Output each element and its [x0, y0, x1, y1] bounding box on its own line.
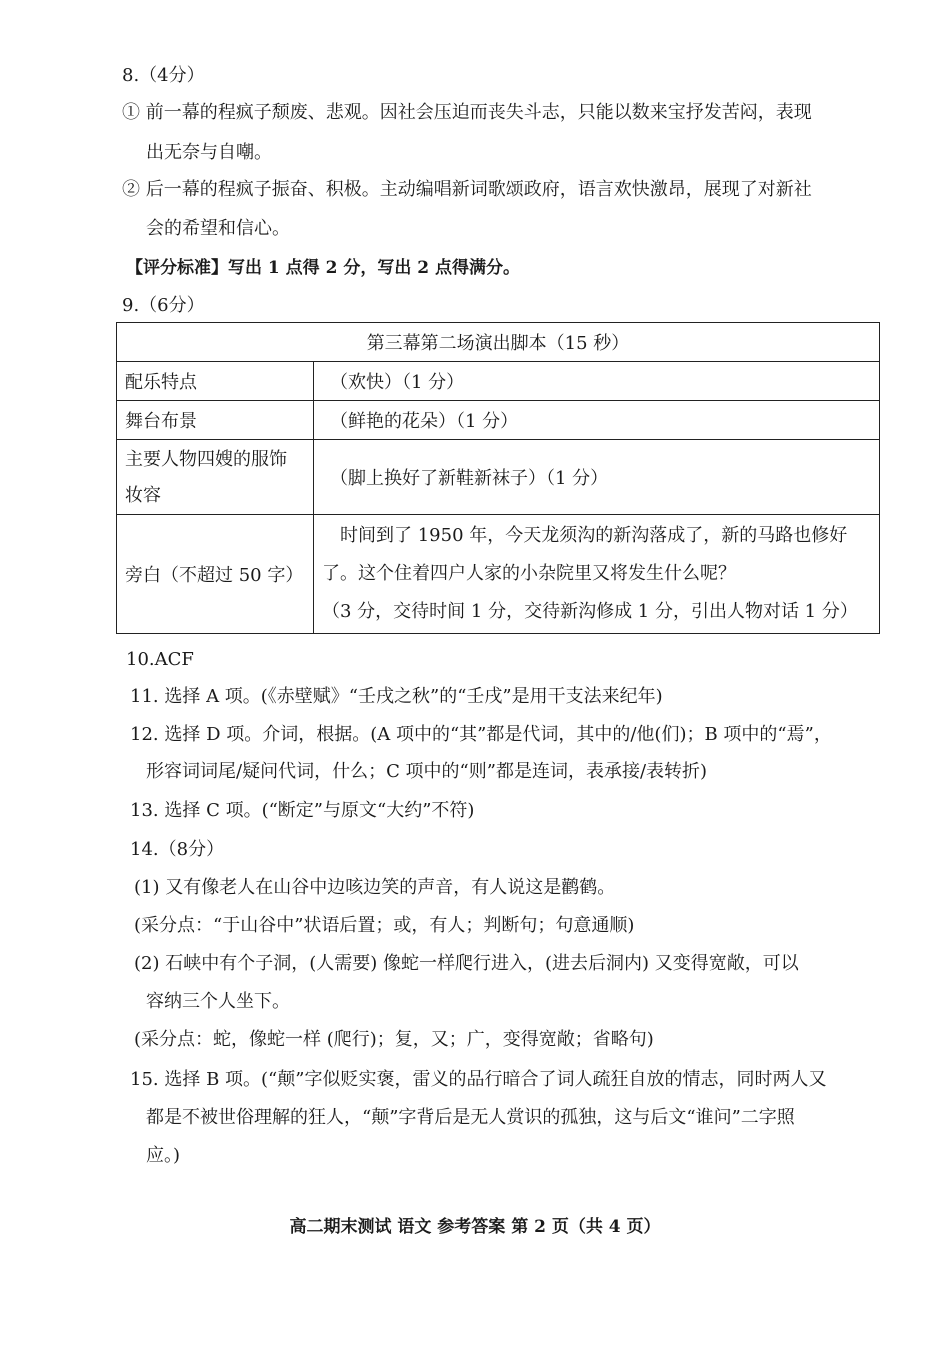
table-title: 第三幕第二场演出脚本（15 秒） — [117, 323, 880, 362]
q8-answer-2-line1: ② 后一幕的程疯子振奋、积极。主动编唱新词歌颂政府，语言欢快激昂，展现了对新社 — [122, 179, 812, 200]
q8-answer-2-line2: 会的希望和信心。 — [146, 218, 290, 239]
row-label-line2: 妆容 — [125, 485, 161, 506]
row-value — [314, 515, 880, 634]
q13-answer: 13. 选择 C 项。(“断定”与原文“大约”不符) — [130, 800, 475, 821]
row-value: （脚上换好了新鞋新袜子）（1 分） — [314, 440, 880, 515]
q8-answer-1-line2: 出无奈与自嘲。 — [146, 142, 272, 163]
row-value: （鲜艳的花朵）（1 分） — [314, 401, 880, 440]
narration-line1: 时间到了 1950 年，今天龙须沟的新沟落成了，新的马路也修好 — [340, 525, 848, 546]
row-label-line1: 主要人物四嫂的服饰 — [125, 449, 287, 470]
q12-answer-line2: 形容词词尾/疑问代词，什么；C 项中的“则”都是连词，表承接/表转折) — [146, 761, 708, 782]
q15-answer-line3: 应。) — [146, 1145, 181, 1166]
table-row — [117, 440, 880, 515]
q8-answer-1-line1: ① 前一幕的程疯子颓废、悲观。因社会压迫而丧失斗志，只能以数来宝抒发苦闷，表现 — [122, 102, 812, 123]
table-row — [117, 362, 880, 401]
q12-answer-line1: 12. 选择 D 项。介词，根据。(A 项中的“其”都是代词，其中的/他(们)；B 项中的“焉”， — [130, 724, 832, 745]
q9-script-table — [116, 322, 880, 634]
q14-answer-2-line1: (2) 石峡中有个子洞，(人需要) 像蛇一样爬行进入，(进去后洞内) 又变得宽敞，可以 — [134, 953, 799, 974]
table-row — [117, 515, 880, 634]
q9-heading: 9.（6分） — [122, 295, 205, 316]
q15-answer-line1: 15. 选择 B 项。(“颠”字似贬实褒，雷义的品行暗合了词人疏狂自放的情志，同时两人又 — [130, 1069, 827, 1090]
row-label: 旁白（不超过 50 字） — [117, 515, 314, 634]
q14-answer-1-points: (采分点：“于山谷中”状语后置；或，有人；判断句；句意通顺) — [134, 915, 635, 936]
q8-heading: 8.（4分） — [122, 65, 205, 86]
narration-line3: （3 分，交待时间 1 分，交待新沟修成 1 分，引出人物对话 1 分） — [322, 601, 858, 622]
row-label: 配乐特点 — [117, 362, 314, 401]
q14-answer-2-points: (采分点：蛇，像蛇一样 (爬行)；复，又；广，变得宽敞；省略句) — [134, 1029, 654, 1050]
q15-answer-line2: 都是不被世俗理解的狂人，“颠”字背后是无人赏识的孤独，这与后文“谁问”二字照 — [146, 1107, 795, 1128]
row-label — [117, 440, 314, 515]
row-label: 舞台布景 — [117, 401, 314, 440]
q11-answer: 11. 选择 A 项。(《赤壁赋》“壬戌之秋”的“壬戌”是用干支法来纪年) — [130, 686, 663, 707]
q8-scoring-standard: 【评分标准】写出 1 点得 2 分，写出 2 点得满分。 — [126, 258, 520, 278]
q14-answer-1: (1) 又有像老人在山谷中边咳边笑的声音，有人说这是鹳鹤。 — [134, 877, 616, 898]
table-row — [117, 401, 880, 440]
narration-line2: 了。这个住着四户人家的小杂院里又将发生什么呢？ — [322, 563, 736, 584]
q10-answer: 10.ACF — [126, 649, 194, 670]
page-footer: 高二期末测试 语文 参考答案 第 2 页（共 4 页） — [289, 1217, 661, 1237]
q14-heading: 14.（8分） — [130, 839, 225, 860]
q14-answer-2-line2: 容纳三个人坐下。 — [146, 991, 290, 1012]
row-value: （欢快）（1 分） — [314, 362, 880, 401]
